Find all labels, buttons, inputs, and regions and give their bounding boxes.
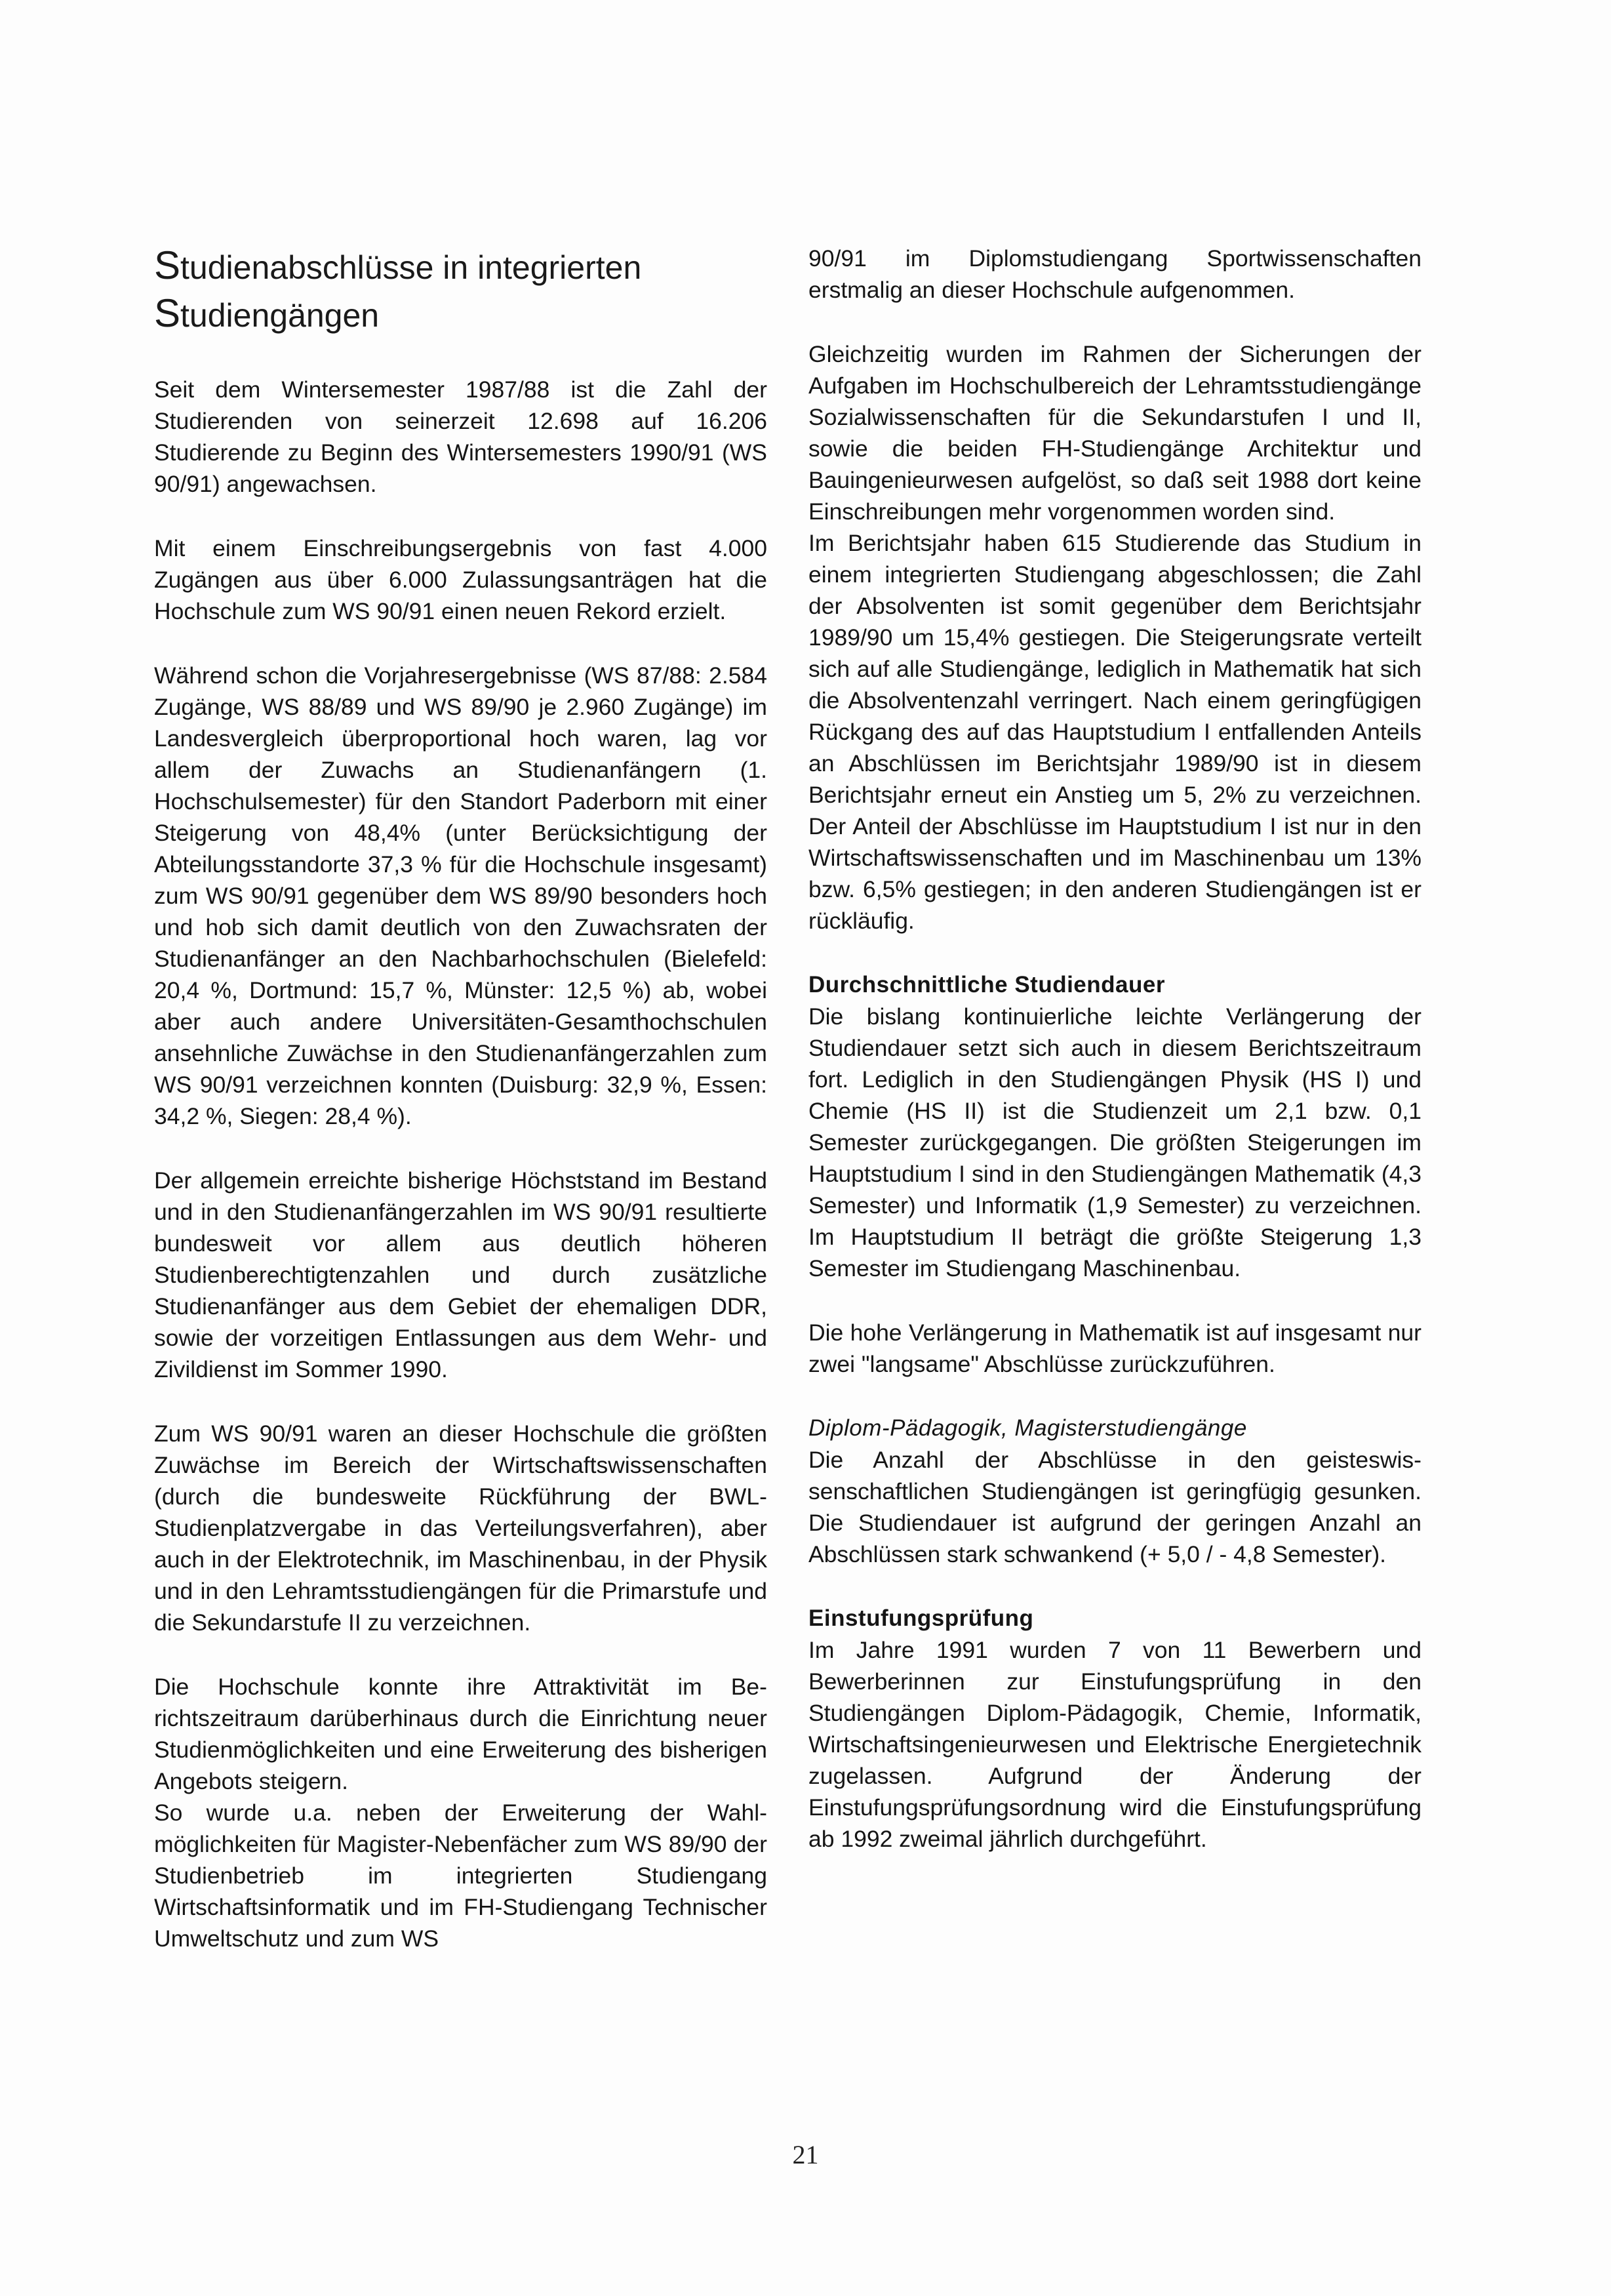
paragraph-humanities-degrees: Die Anzahl der Abschlüsse in den geisteswissenschaftlichen Studiengängen ist geringfügig gesunken. Die Studiendauer ist aufgrund der geringen Anzahl an Abschlüssen stark schwankend (+ 5,0 / - 4,8 Semester). <box>808 1447 1422 1567</box>
paragraph-sport-science: 90/91 im Diplomstudiengang Sportwissenschaften erstmalig an dieser Hochschule aufgenommen. <box>808 245 1422 303</box>
title-line-1 <box>154 243 642 287</box>
paragraph-peak-level: Der allgemein erreichte bisherige Höchststand im Bestand und in den Studienanfängerzahlen im WS 90/91 resultierte bundesweit vor allem aus deutlich höheren Studienberechtigtenzahlen und durch zusätzliche Studienanfänger aus dem Gebiet der ehemaligen DDR, sowie der vorzeitigen Entlassungen aus dem Wehr- und Zivildienst im Sommer 1990. <box>154 1167 767 1382</box>
heading-diplom-paedagogik: Diplom-Pädagogik, Magisterstudiengänge <box>808 1415 1247 1441</box>
paragraph-student-growth: Seit dem Wintersemester 1987/88 ist die Zahl der Studierenden von seinerzeit 12.698 auf 16.206 Studierende zu Beginn des Wintersemesters 1990/91 (WS 90/91) angewachsen. <box>154 376 767 497</box>
title-text: tudiengängen <box>180 297 380 334</box>
paragraph-new-programs: So wurde u.a. neben der Erweiterung der Wahlmöglichkeiten für Magister-Nebenfächer zum WS 89/90 der Studienbetrieb im integrierten Studiengang Wirtschaftsinformatik und im FH-Studiengang Technischer Umweltschutz und zum WS <box>154 1800 767 1952</box>
title-text: tudienabschlüsse in integrierten <box>180 249 642 286</box>
paragraph-largest-growth: Zum WS 90/91 waren an dieser Hochschule die größten Zuwächse im Bereich der Wirtschaftswissenschaften (durch die bundesweite Rückführung der BWL-Studienplatzvergabe in das Verteilungsverfahren), aber auch in der Elektrotechnik, im Maschinenbau, in der Physik und in den Lehramtsstudiengängen für die Primarstufe und die Sekundarstufe II zu verzeichnen. <box>154 1420 767 1636</box>
title-initial: S <box>154 243 181 287</box>
paragraph-attractiveness: Die Hochschule konnte ihre Attraktivität im Berichtszeitraum darüberhinaus durch die Einrichtung neuer Studienmöglichkeiten und eine Erweiterung des bisherigen Angebots steigern. <box>154 1674 767 1794</box>
title-line-2 <box>154 291 380 335</box>
title-spacer <box>154 338 767 374</box>
paragraph-enrollment-record: Mit einem Einschreibungsergebnis von fast 4.000 Zugängen aus über 6.000 Zulassungsanträgen hat die Hochschule zum WS 90/91 einen neuen Rekord erzielt. <box>154 535 767 624</box>
paragraph-mathematics-extension: Die hohe Verlängerung in Mathematik ist auf insgesamt nur zwei "langsame" Abschlüsse zurückzuführen. <box>808 1319 1422 1377</box>
paragraph-previous-results: Während schon die Vorjahresergebnisse (WS 87/88: 2.584 Zugänge, WS 88/89 und WS 89/90 je 2.960 Zugänge) im Landesvergleich überproportional hoch waren, lag vor allem der Zuwachs an Studienanfängern (1. Hochschulsemester) für den Standort Paderborn mit einer Steigerung von 48,4% (unter Berücksichtigung der Abteilungsstandorte 37,3 % für die Hochschule insgesamt) zum WS 90/91 gegenüber dem WS 89/90 besonders hoch und hob sich damit deutlich von den Zuwachsraten der Studienanfänger an den Nachbarhochschulen (Bielefeld: 20,4 %, Dortmund: 15,7 %, Münster: 12,5 %) ab, wobei aber auch andere Universitäten-Gesamthochschulen ansehnliche Zuwächse in den Studienanfängerzahlen zum WS 90/91 verzeichnen konnten (Duisburg: 32,9 %, Essen: 34,2 %, Siegen: 28,4 %). <box>154 662 767 1129</box>
heading-placement-exam: Einstufungsprüfung <box>808 1605 1034 1631</box>
paragraph-duration-details: Die bislang kontinuierliche leichte Verlängerung der Studiendauer setzt sich auch in diesem Berichtszeitraum fort. Lediglich in den Studiengängen Physik (HS I) und Chemie (HS II) ist die Studienzeit um 2,1 bzw. 0,1 Semester zurückgegangen. Die größten Steigerungen im Hauptstudium I sind in den Studiengängen Mathematik (4,3 Semester) und Informatik (1,9 Semester) zu verzeichnen. Im Hauptstudium II beträgt die größte Steigerung 1,3 Semester im Studiengang Maschinenbau. <box>808 1003 1422 1281</box>
page-number: 21 <box>792 2140 819 2169</box>
paragraph-graduates: Im Berichtsjahr haben 615 Studierende das Studium in einem integrierten Studiengang abgeschlossen; die Zahl der Absolventen ist somit gegenüber dem Berichtsjahr 1989/90 um 15,4% gestiegen. Die Steigerungsrate verteilt sich auf alle Studiengänge, lediglich in Mathematik hat sich die Absolventenzahl verringert. Nach einem geringfügigen Rückgang des auf das Hauptstudium I entfallenden Anteils an Abschlüssen im Berichtsjahr 1989/90 ist in diesem Berichtsjahr erneut ein Anstieg um 5, 2% zu verzeichnen. Der Anteil der Abschlüsse im Hauptstudium I ist nur in den Wirtschaftswissenschaften und im Maschinenbau um 13% bzw. 6,5% gestiegen; in den anderen Studiengängen ist er rückläufig. <box>808 530 1422 934</box>
heading-average-duration: Durchschnittliche Studiendauer <box>808 972 1165 997</box>
section-title <box>154 243 767 338</box>
right-column <box>808 243 1422 1855</box>
paragraph-discontinued-programs: Gleichzeitig wurden im Rahmen der Sicherungen der Aufgaben im Hochschulbereich der Lehramtsstudiengänge Sozialwissenschaften für die Sekundarstufen I und II, sowie die beiden FH-Studiengänge Architektur und Bauingenieurwesen aufgelöst, so daß seit 1988 dort keine Einschreibungen mehr vorgenommen worden sind. <box>808 341 1422 525</box>
left-column <box>154 243 767 1954</box>
paragraph-placement-exam: Im Jahre 1991 wurden 7 von 11 Bewerbern und Bewerberinnen zur Einstufungsprüfung in den Studiengängen Diplom-Pädagogik, Chemie, Informatik, Wirtschaftsingenieurwesen und Elektrische Energietechnik zugelassen. Aufgrund der Änderung der Einstufungsprüfungsordnung wird die Einstufungsprüfung ab 1992 zweimal jährlich durchgeführt. <box>808 1637 1422 1852</box>
title-initial: S <box>154 291 181 335</box>
